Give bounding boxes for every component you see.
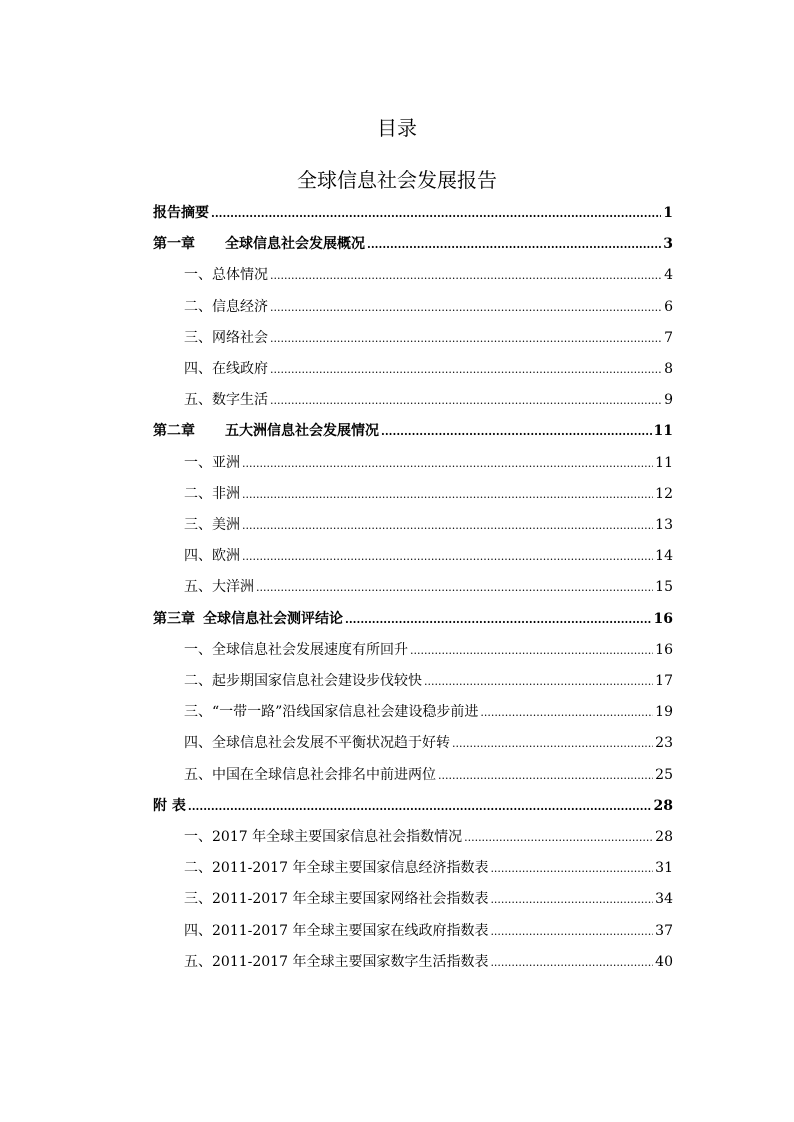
toc-leader-dots — [464, 827, 653, 849]
toc-entry-label: 二、2011-2017 年全球主要国家信息经济指数表 — [184, 860, 489, 877]
toc-entry-section[interactable] — [184, 358, 673, 380]
toc-leader-dots — [490, 921, 653, 943]
toc-entry-section[interactable] — [184, 857, 673, 879]
toc-entry-label: 四、全球信息社会发展不平衡状况趋于好转 — [184, 735, 450, 752]
toc-page-number: 31 — [655, 860, 673, 877]
toc-leader-dots — [452, 733, 653, 755]
toc-page-number: 15 — [655, 579, 673, 596]
toc-page-number: 11 — [653, 423, 673, 440]
toc-entry-section[interactable] — [184, 545, 673, 567]
toc-entry-label: 二、非洲 — [184, 485, 240, 502]
toc-entry-label: 四、在线政府 — [184, 361, 268, 377]
toc-leader-dots — [242, 546, 653, 568]
toc-entry-section[interactable] — [184, 920, 673, 942]
toc-entry-label: 五、数字生活 — [184, 392, 268, 409]
toc-chapter-title: 五大洲信息社会发展情况 — [225, 423, 379, 440]
toc-entry-section[interactable] — [184, 264, 673, 286]
toc-entry-label — [153, 608, 343, 630]
toc-entry-label: 五、大洋洲 — [184, 579, 254, 596]
toc-entry-label: 四、欧洲 — [184, 548, 240, 565]
toc-entry-chapter[interactable] — [153, 233, 673, 255]
toc-leader-dots — [480, 702, 653, 724]
toc-entry-section[interactable] — [184, 670, 673, 692]
toc-entry-section[interactable] — [184, 951, 673, 973]
toc-entry-label: 一、2017 年全球主要国家信息社会指数情况 — [184, 829, 463, 845]
toc-page-number: 37 — [655, 922, 673, 939]
toc-page-number: 28 — [653, 797, 673, 814]
toc-page-number: 23 — [655, 735, 673, 752]
toc-entry-section[interactable] — [184, 296, 673, 318]
toc-page-number: 19 — [655, 704, 673, 721]
toc-page-number: 13 — [655, 517, 673, 533]
toc-entry-label: 三、“一带一路”沿线国家信息社会建设稳步前进 — [184, 704, 479, 721]
toc-entry-section[interactable] — [184, 389, 673, 411]
toc-page-number: 16 — [653, 610, 673, 627]
toc-leader-dots — [270, 328, 662, 350]
toc-entry-label: 二、信息经济 — [184, 298, 268, 315]
toc-entry-label: 附 表 — [153, 797, 186, 814]
toc-leader-dots — [490, 889, 653, 911]
toc-page-number: 7 — [664, 329, 673, 346]
toc-leader-dots — [367, 234, 661, 256]
toc-leader-dots — [188, 796, 652, 818]
toc-entry-section[interactable] — [184, 701, 673, 723]
toc-entry-chapter[interactable] — [153, 608, 673, 630]
toc-leader-dots — [345, 609, 652, 631]
toc-heading: 目录 — [377, 116, 417, 140]
toc-entry-label: 三、美洲 — [184, 517, 240, 533]
toc-entry-label — [153, 420, 379, 442]
toc-chapter-title: 全球信息社会测评结论 — [203, 610, 343, 627]
toc-entry-section[interactable] — [184, 452, 673, 474]
toc-entry-label: 四、2011-2017 年全球主要国家在线政府指数表 — [184, 922, 489, 939]
toc-entry-label: 二、起步期国家信息社会建设步伐较快 — [184, 673, 422, 689]
toc-entry-label: 五、中国在全球信息社会排名中前进两位 — [184, 766, 436, 783]
toc-page-number: 11 — [655, 454, 673, 471]
toc-page-number: 16 — [655, 641, 673, 658]
toc-entry-section[interactable] — [184, 764, 673, 786]
toc-page-number: 34 — [655, 891, 673, 908]
toc-entry-label: 报告摘要 — [153, 205, 209, 221]
toc-leader-dots — [270, 359, 662, 381]
toc-leader-dots — [242, 484, 653, 506]
toc-leader-dots — [242, 515, 653, 537]
toc-entry-label: 一、总体情况 — [184, 267, 268, 284]
toc-leader-dots — [490, 858, 653, 880]
toc-chapter-number: 第二章 — [153, 423, 195, 440]
toc-leader-dots — [211, 203, 661, 225]
toc-leader-dots — [256, 577, 653, 599]
toc-chapter-title: 全球信息社会发展概况 — [225, 236, 365, 253]
toc-page-number: 40 — [655, 953, 673, 970]
toc-leader-dots — [424, 671, 653, 693]
toc-page-number: 14 — [655, 548, 673, 565]
toc-entry-section[interactable] — [184, 327, 673, 349]
toc-entry-label: 五、2011-2017 年全球主要国家数字生活指数表 — [184, 953, 489, 970]
toc-leader-dots — [270, 390, 662, 412]
toc-page-number: 6 — [664, 298, 673, 315]
report-title: 全球信息社会发展报告 — [297, 168, 497, 192]
toc-chapter-number: 第一章 — [153, 236, 195, 253]
toc-leader-dots — [490, 952, 653, 974]
toc-entry-chapter[interactable] — [153, 795, 673, 817]
toc-entry-label: 三、网络社会 — [184, 329, 268, 346]
toc-entry-label: 三、2011-2017 年全球主要国家网络社会指数表 — [184, 891, 489, 908]
toc-entry-section[interactable] — [184, 732, 673, 754]
toc-leader-dots — [438, 765, 653, 787]
toc-entry-label: 一、亚洲 — [184, 454, 240, 471]
toc-page-number: 1 — [663, 205, 673, 221]
toc-entry-section[interactable] — [184, 514, 673, 536]
toc-entry-chapter[interactable] — [153, 202, 673, 224]
toc-page-number: 28 — [655, 829, 673, 845]
toc-leader-dots — [270, 297, 662, 319]
toc-page-number: 17 — [655, 673, 673, 689]
toc-page-number: 3 — [663, 236, 673, 253]
toc-entry-section[interactable] — [184, 888, 673, 910]
toc-leader-dots — [242, 453, 653, 475]
toc-leader-dots — [270, 265, 662, 287]
toc-chapter-number: 第三章 — [153, 610, 195, 627]
toc-page-number: 8 — [664, 361, 673, 377]
toc-entry-section[interactable] — [184, 576, 673, 598]
toc-entry-section[interactable] — [184, 639, 673, 661]
toc-entry-label: 一、全球信息社会发展速度有所回升 — [184, 641, 408, 658]
toc-entry-chapter[interactable] — [153, 420, 673, 442]
toc-leader-dots — [410, 640, 653, 662]
toc-page-number: 9 — [664, 392, 673, 409]
toc-page-number: 25 — [655, 766, 673, 783]
toc-entry-section[interactable] — [184, 483, 673, 505]
toc-page-number: 12 — [655, 485, 673, 502]
toc-entry-label — [153, 233, 365, 255]
toc-entry-section[interactable] — [184, 826, 673, 848]
toc-leader-dots — [381, 421, 652, 443]
toc-page-number: 4 — [664, 267, 673, 284]
